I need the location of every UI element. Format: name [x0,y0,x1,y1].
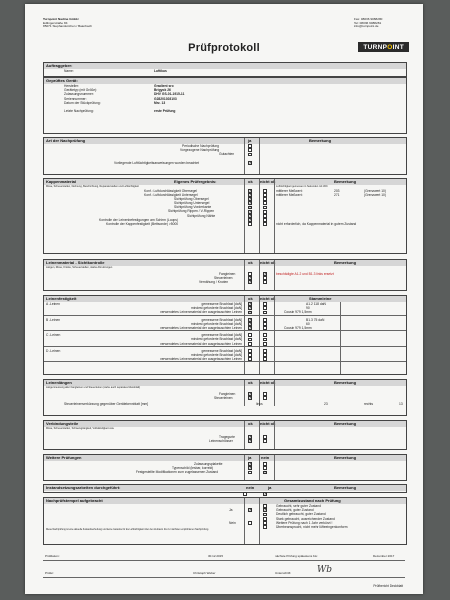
company-address [43,18,163,29]
col-nicht-ok: nicht ok [260,421,276,426]
company-fax: Fax: 08036 9088280 [354,17,383,21]
check-label: Konf.: Luftdurchlässigkeit Obersegel [144,188,197,193]
header-label: Leinenmaterial - Sichtkontrolle [46,260,105,265]
header-label: Instandsetzungsarbeiten durchgeführt: [46,485,121,490]
meas-label: mittlerer Meßwert: [276,188,303,193]
col-nicht-ok: nicht ok [260,296,276,301]
checkbox[interactable] [248,153,252,157]
check-label: Konf.: Luftdurchlässigkeit Untersegel [144,192,198,197]
meas-label: mittlerer Meßwert: [276,192,303,197]
check-label: Zulassungsplakette [194,462,223,466]
festigkeit-row-label: gemessene Bruchlast [daN] [201,317,242,322]
leinen-group-label: A -Leinen [46,302,60,306]
header-label: Kappenmaterial [46,179,77,184]
pruefdatum-label: Prüfdatum: [45,554,60,558]
checkbox[interactable] [248,396,252,400]
field-label: Name: [64,69,74,73]
field-label: Datum der Stückprüfung: [64,100,101,105]
section-leinenmaterial [43,259,407,291]
field-label: Zulassungsnummer: [64,92,94,97]
header-label: Art der Nachprüfung [46,138,86,143]
disclaimer: Diese Nachprüfung ist eine aktuelle Zustandserhebung und keine Garantie für die Lufttüchtigkeit über den Zeitraum bis zur nächsten empfohlenen Nachprüfung. [46,529,209,532]
col-ja: ja [268,485,272,490]
field-label: Letzte Nachprüfung: [64,108,94,113]
check-label: Periodische Nachprüfung [182,144,220,148]
meas-value: 271 [334,192,340,197]
col-ja: ja [248,138,252,143]
check-label: Vorgezogene Nachprüfung [180,148,220,153]
rechts-label: rechts [364,402,373,407]
checkbox-nein[interactable] [243,492,247,496]
stammleine-value: A1.2 118 daN [306,302,326,306]
section-verbindung [43,420,407,450]
field-row [44,69,406,73]
col-nicht-ok: nicht ok [260,380,276,385]
form-name: Prüfbericht Deckblatt [373,584,403,588]
header-label: Geprüftes Gerät: [46,78,78,83]
company-phone: Tel: 08036 9088281 [354,20,382,25]
festigkeit-row-label: verwendetes Leinenmaterial der ausgetauschten Leinen [160,310,242,315]
check-label: Leinenschlösser [209,438,233,443]
checkbox[interactable] [248,161,252,165]
checkbox[interactable] [263,439,267,443]
leinen-group-label: B -Leinen [46,317,61,322]
check-label: Steuerleinen [214,396,233,401]
festigkeit-body [44,302,406,364]
zustand-label: Gebraucht, guter Zustand [276,508,314,513]
section-festigkeit [43,295,407,375]
check-label: Kontrolle der Leinenbefestigungen am Schirm (Loops) [99,217,178,222]
festigkeit-row-label: verwendetes Leinenmaterial der ausgetauschten Leinen [160,325,242,330]
col-ergebnis: Eigenes Prüfergebnis: [174,179,217,184]
logo-text-a: TURNP [363,43,388,51]
section-laengen [43,379,407,416]
col-bemerkung: Bemerkung [334,260,357,265]
field-label: Steuerleinenverkürzung gegenüber Gerätekennblatt [mm] [64,402,149,407]
check-label: Vernähung / Knoten [199,279,229,284]
company-name: Turnpoint Nadine GmbH [43,17,79,21]
checkbox[interactable] [263,222,267,226]
col-nicht-ok: nicht ok [260,179,276,184]
section-geraet [43,77,407,134]
stammleine-value: 60 [306,321,310,326]
checkbox[interactable] [248,471,252,475]
checkbox[interactable] [248,439,252,443]
links-value: 23 [324,402,328,407]
header-label: Auftraggeber: [46,63,73,68]
turnpoint-logo [358,42,409,52]
unterschrift-label: Unterschrift: [275,571,292,575]
festigkeit-row-label: gemessene Bruchlast [daN] [201,348,242,353]
header-label: Verbindungsteile [46,421,79,426]
field-value: Mrz. 13 [154,100,166,105]
col-nein: nein [246,485,255,490]
logo-text-o: O [387,43,393,51]
col-ok: ok [248,260,253,265]
company-contact [354,18,409,29]
check-label: Sichtprüfung Vorderkante [174,205,212,210]
field-value: erste Prüfung [154,108,176,113]
section-weitere [43,454,407,481]
company-email: info@turnpoint.de [354,24,379,29]
checkbox[interactable] [263,471,267,475]
remark: nicht erforderlich, da Kappenmaterial in gutem Zustand [276,222,357,226]
checkbox-ja[interactable] [263,492,267,496]
check-label: Kontrolle der Kappenfestigkeit (Bettsonde) >5000 [106,222,179,226]
signature: Wb [317,565,333,575]
pruefer-value: Christoph Weber [193,571,216,575]
festigkeit-row-label: verwendetes Leinenmaterial der ausgetauschten Leinen [160,341,242,346]
col-nein: nein [261,455,270,460]
field-value: Gradient sro [154,84,174,88]
header-label: Leinenfestigkeit [46,296,77,301]
check-label: Vorliegende Lufttüchtigkeitsanweisungen wurden beachtet [114,160,200,165]
check-label: Festgestellte Modifikationen zum zugelassenen Zustand [136,470,219,475]
festigkeit-row-label: verwendetes Leinenmaterial der ausgetauschten Leinen [160,357,242,362]
naechste-label: nächste Prüfung spätestens bis: [275,554,318,558]
field-label: Hersteller: [64,84,80,88]
col-ok: ok [248,380,253,385]
col-nicht-ok: nicht ok [260,260,276,265]
section-instand [43,484,407,493]
section-nachpruef [43,497,407,545]
naechste-value: Dezember 2017 [373,554,395,558]
links-label: links [256,402,263,407]
group-divider [44,361,406,364]
pruefer-label: Prüfer: [45,571,55,575]
festigkeit-row-label: mindest geforderte Bruchlast [daN] [191,337,242,342]
stammleine-value: B1.3 75 daN [306,317,325,322]
pruefdatum-value: 30.12.2015 [208,554,224,558]
header-label: Leinenlängen [46,380,72,385]
col-ok: ok [248,179,253,184]
company-street: Edlingerstraße 84 [43,20,68,25]
field-value: Brigyok 26 [154,88,171,93]
col-bemerkung: Bemerkung [334,485,357,490]
zustand-label: Überbeansprucht, nicht mehr lüfteeingenkonform [276,524,348,529]
check-label: Sichtprüfung Nähte [187,213,216,218]
header-label: Weitere Prüfungen [46,455,82,460]
section-subtitle: Risse, Scheuerstellen, Schweisgrängkeit, Vollständigkeit usw. [46,427,115,430]
check-label: Fangleinen [219,271,236,276]
col-gesamtzustand: Gesamtzustand nach Prüfung [284,498,341,503]
section-kappe [43,178,407,254]
checkbox[interactable] [248,280,252,284]
zustand-label: Weitere Prüfung nach 1 Jahr verkürzt ! [276,520,333,525]
check-label: Gutachten [219,152,235,157]
rechts-value: 13 [399,402,403,407]
zustand-label: Gebraucht, sehr guter Zustand [276,504,321,508]
check-label: Sichtprüfung Obersegel [174,196,209,201]
section-subtitle: Längenmessung aller Fangleinen und Steuerleinen (siehe auch separates Messblatt) [46,386,141,389]
check-label: Typenschild (lesbar, korrekt) [172,466,214,471]
stammleine-value: 90 [306,306,310,311]
section-subtitle: Längen, Risse, Knicke, Scheuerstellen, starke Abnutzungen [46,266,113,269]
festigkeit-row-label: mindest geforderte Bruchlast [daN] [191,321,242,326]
nein-label: Nein [229,520,236,525]
field-label: Gerätetyp (mit Größe): [64,88,98,93]
meas-limit: (Grenzwert 10) [364,192,386,197]
customer-name: Luftikus [154,69,167,73]
leinen-group-label: C -Leinen [46,333,61,338]
stammleine-value: Cousin 979 1,5mm [284,325,312,330]
remark: beschädigte A1.2 und B1.3 links ersetzt [276,271,334,276]
logo-text-b: INT [392,43,404,51]
zustand-label: Deutlich gebraucht, guter Zustand [276,512,326,517]
col-bemerkung: Bemerkung [334,421,357,426]
protocol-sheet [25,4,423,594]
col-bemerkung: Bemerkung [309,138,332,143]
meas-value: 203 [334,188,340,193]
col-ok: ok [248,421,253,426]
stammleine-value: Cousin 979 1,5mm [284,310,312,315]
festigkeit-row-label: gemessene Bruchlast [daN] [201,302,242,306]
leinen-group-label: D -Leinen [46,348,61,353]
subtitle-right: Lufttüchtigkeit gemessen in Sekunden mit JDC [276,185,328,188]
festigkeit-row-label: gemessene Bruchlast [daN] [201,333,242,338]
section-auftraggeber [43,62,407,77]
checkbox[interactable] [248,222,252,226]
field-value: G28201303103 [154,96,177,101]
check-label: Sichtprüfung Rippen / V-Rippen [168,209,215,214]
meas-limit: (Grenzwert 10) [364,188,386,193]
check-label: Tragegurte [219,434,236,439]
col-bemerkung: Bemerkung [334,380,357,385]
col-bemerkung: Bemerkung [334,455,357,460]
header-label: Nachprüfstempel aufgebracht [46,498,103,503]
col-bemerkung: Bemerkung [334,179,357,184]
festigkeit-row-label: mindest geforderte Bruchlast [daN] [191,306,242,311]
checkbox[interactable] [263,396,267,400]
col-ja: ja [248,455,252,460]
section-subtitle: Risse, Scheuerstellen, Dehnung, Beschichtung, Reparaturstellen und Lufttüchtigkeit [46,185,139,188]
col-stammleine: Stammleine [309,296,332,301]
col-ok: ok [248,296,253,301]
field-value: DHV GS-01-1915-11 [154,92,185,97]
checkbox[interactable] [263,280,267,284]
check-label: Sichtprüfung Untersegel [174,201,210,206]
company-city: 85071 Stephanskirchen / Baierbach [43,24,93,29]
check-label: Steuerleinen [214,275,233,280]
festigkeit-row-label: mindest geforderte Bruchlast [daN] [191,352,242,357]
ja-label: Ja [229,508,233,513]
section-art [43,137,407,175]
zustand-label: Stark gebraucht, ausreichender Zustand [276,516,335,521]
field-label: Seriennummer: [64,96,87,101]
check-label: Fangleinen [219,392,236,396]
page-title: Prüfprotokoll [188,42,260,54]
